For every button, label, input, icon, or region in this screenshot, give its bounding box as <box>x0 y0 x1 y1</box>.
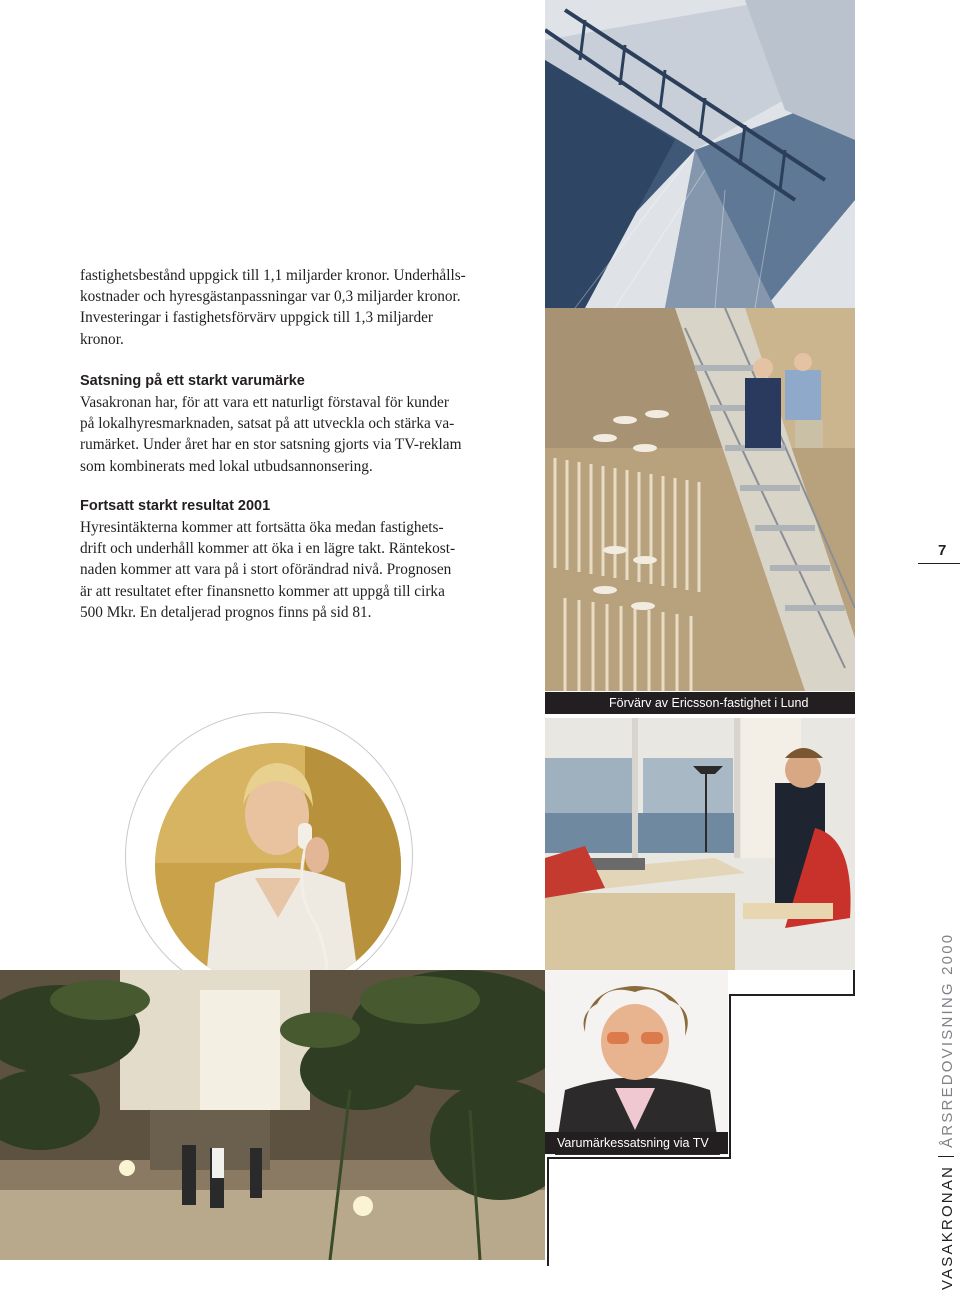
caption-tv-text: Varumärkessatsning via TV <box>557 1136 709 1150</box>
section-line: naden kommer att vara på i stort oförändrad nivå. Prognosen <box>80 561 452 579</box>
intro-line: fastighetsbestånd uppgick till 1,1 miljarder kronor. Underhålls- <box>80 267 466 284</box>
footer-report: ÅRSREDOVISNING 2000 <box>939 932 956 1148</box>
step-frame-lines <box>540 970 860 1270</box>
section-line: Hyresintäkterna kommer att fortsätta öka medan fastighets- <box>80 519 444 536</box>
section-brand <box>80 371 530 477</box>
intro-line: kostnader och hyresgästanpassningar var 0,3 miljarder kronor. <box>80 288 461 306</box>
section-heading: Fortsatt starkt resultat 2001 <box>80 498 271 514</box>
footer-brand: VASAKRONAN <box>939 1164 956 1290</box>
footer-separator <box>938 1156 954 1157</box>
section-forecast <box>80 496 530 623</box>
interior-staircase-photo <box>545 308 855 691</box>
intro-line: Investeringar i fastighetsförvärv uppgick till 1,3 miljarder <box>80 309 434 327</box>
caption-ericsson <box>545 692 855 714</box>
office-desk-photo <box>545 718 855 970</box>
section-line: som kombinerats med lokal utbudsannonsering. <box>80 457 373 475</box>
section-line: 500 Mkr. En detaljerad prognos finns på sid 81. <box>80 603 372 621</box>
section-line: drift och underhåll kommer att öka i en lägre takt. Räntekost- <box>80 540 456 558</box>
intro-paragraph <box>80 265 530 350</box>
atrium-plants-photo <box>0 970 545 1260</box>
section-line: rumärket. Under året har en stor satsning gjorts via TV-reklam <box>80 436 462 454</box>
section-line: Vasakronan har, för att vara ett naturligt förstaval för kunder <box>80 394 449 411</box>
intro-line: kronor. <box>80 330 124 348</box>
roof-structure-photo <box>545 0 855 308</box>
phone-portrait-photo <box>155 743 401 989</box>
page-number-rule <box>918 563 960 564</box>
section-line: är att resultatet efter finansnetto kommer att uppgå till cirka <box>80 582 445 600</box>
section-line: på lokalhyresmarknaden, satsat på att utveckla och stärka va- <box>80 415 455 433</box>
caption-ericsson-text: Förvärv av Ericsson-fastighet i Lund <box>609 696 809 710</box>
footer-vertical <box>938 932 958 1290</box>
section-heading: Satsning på ett starkt varumärke <box>80 373 305 389</box>
page-number: 7 <box>938 542 947 559</box>
